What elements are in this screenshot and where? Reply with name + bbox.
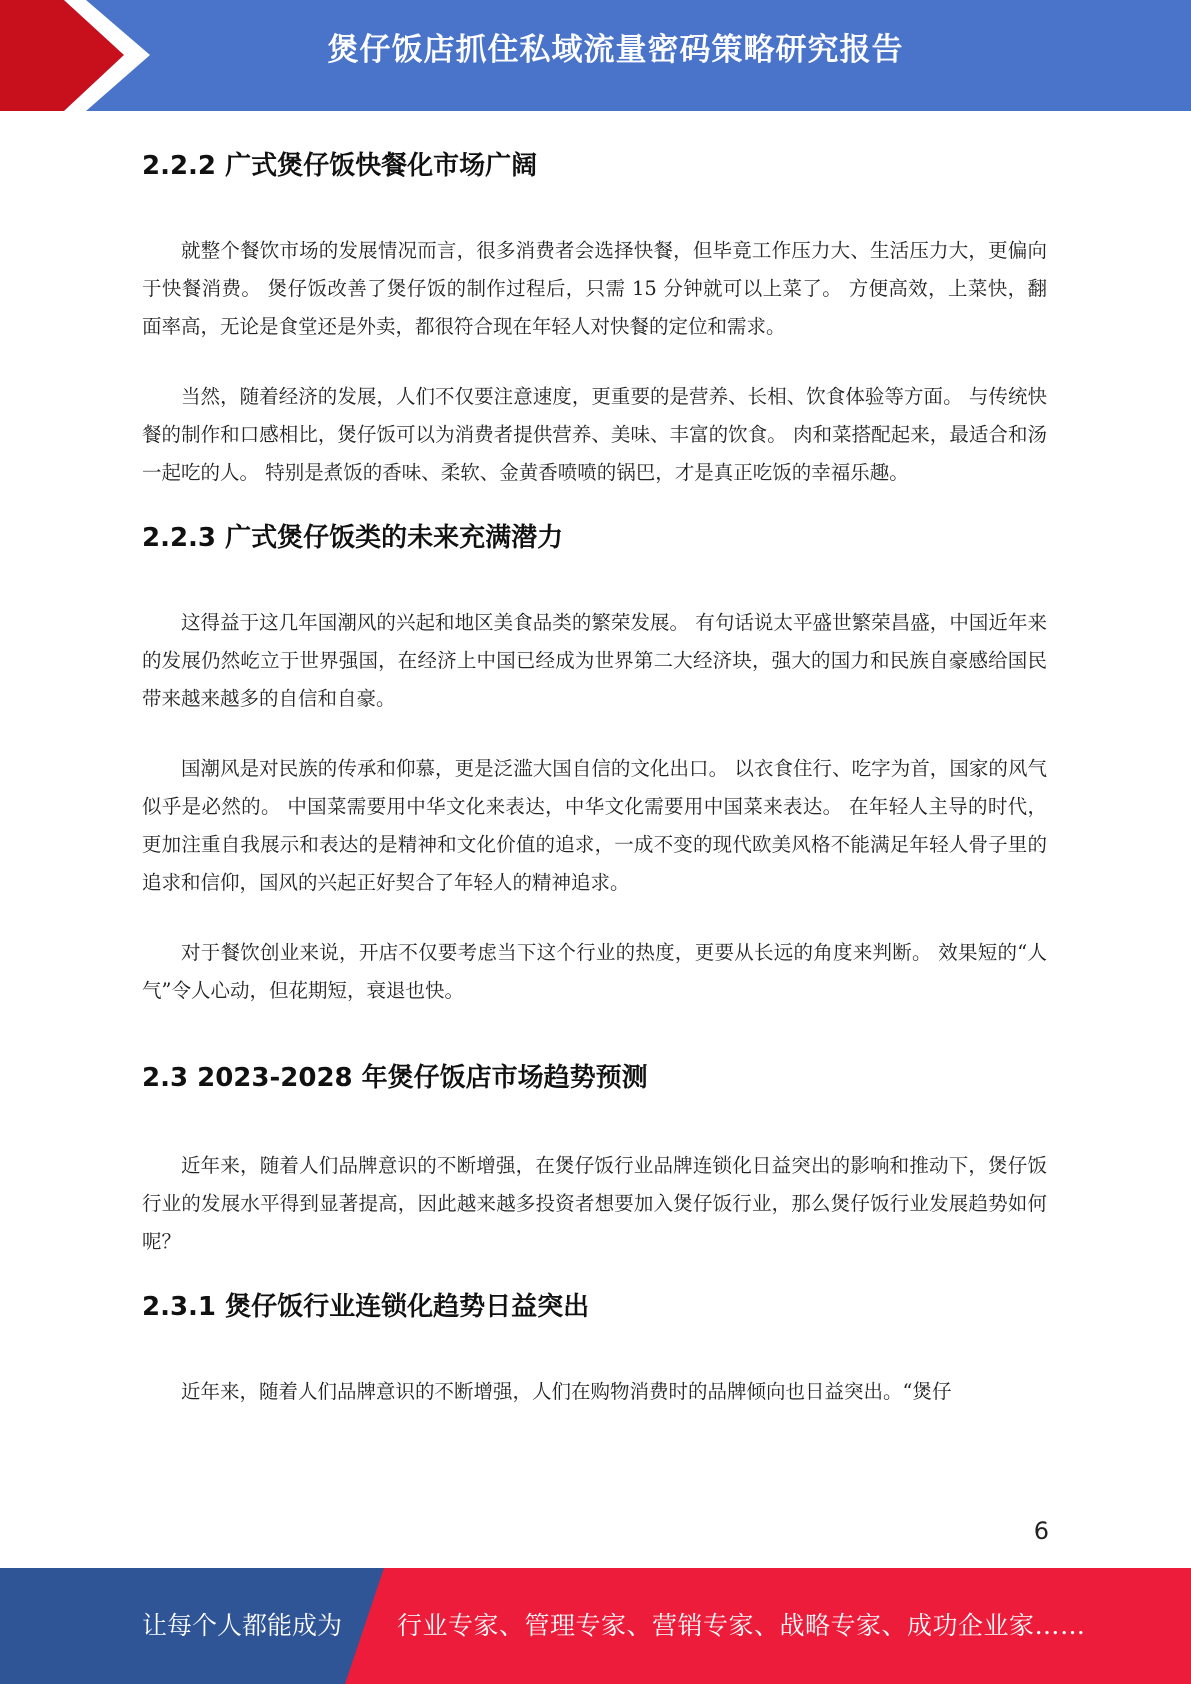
body-paragraph: 当然，随着经济的发展，人们不仅要注意速度，更重要的是营养、长相、饮食体验等方面。 与传统快餐的制作和口感相比，煲仔饭可以为消费者提供营养、美味、丰富的饮食。 肉和菜搭配起来，最适合和汤一起吃的人。 特别是煮饭的香味、柔软、金黄香喷喷的锅巴，才是真正吃饭的幸福乐趣。: [142, 384, 1047, 484]
section-heading: 2.3 2023-2028 年煲仔饭店市场趋势预测: [142, 1062, 648, 1093]
footer-banner: [0, 1568, 1191, 1684]
page-number: 6: [1033, 1517, 1049, 1545]
footer-slogan-right: 行业专家、管理专家、营销专家、战略专家、成功企业家……: [397, 1611, 1086, 1640]
section-heading: 2.2.2 广式煲仔饭快餐化市场广阔: [142, 151, 538, 181]
body-paragraph: 这得益于这几年国潮风的兴起和地区美食品类的繁荣发展。 有句话说太平盛世繁荣昌盛，中国近年来的发展仍然屹立于世界强国，在经济上中国已经成为世界第二大经济块，强大的国力和民族自豪感给国民带来越来越多的自信和自豪。: [142, 610, 1047, 710]
section-heading: 2.2.3 广式煲仔饭类的未来充满潜力: [142, 522, 564, 553]
body-paragraph: 近年来，随着人们品牌意识的不断增强，在煲仔饭行业品牌连锁化日益突出的影响和推动下，煲仔饭行业的发展水平得到显著提高，因此越来越多投资者想要加入煲仔饭行业，那么煲仔饭行业发展趋势如何呢？: [142, 1154, 1047, 1254]
body-paragraph: 对于餐饮创业来说，开店不仅要考虑当下这个行业的热度，更要从长远的角度来判断。 效果短的“人气”令人心动，但花期短，衰退也快。: [142, 940, 1047, 1002]
report-title: 煲仔饭店抓住私域流量密码策略研究报告: [327, 32, 904, 68]
body-paragraph: 近年来，随着人们品牌意识的不断增强，人们在购物消费时的品牌倾向也日益突出。“煲仔: [181, 1380, 952, 1404]
page-content: [142, 150, 1047, 1411]
body-paragraph: 就整个餐饮市场的发展情况而言，很多消费者会选择快餐，但毕竟工作压力大、生活压力大，更偏向于快餐消费。 煲仔饭改善了煲仔饭的制作过程后，只需 15 分钟就可以上菜了。 方便高效，上菜快，翻面率高，无论是食堂还是外卖，都很符合现在年轻人对快餐的定位和需求。: [142, 238, 1047, 338]
footer-slogan-left: 让每个人都能成为: [142, 1611, 343, 1640]
header-banner: [0, 0, 1191, 111]
header-arrow-decoration: [0, 0, 160, 111]
body-paragraph: 国潮风是对民族的传承和仰慕，更是泛滥大国自信的文化出口。 以衣食住行、吃字为首，国家的风气似乎是必然的。 中国菜需要用中华文化来表达，中华文化需要用中国菜来表达。 在年轻人主导的时代，更加注重自我展示和表达的是精神和文化价值的追求，一成不变的现代欧美风格不能满足年轻人骨子里的追求和信仰，国风的兴起正好契合了年轻人的精神追求。: [142, 756, 1047, 894]
section-heading: 2.3.1 煲仔饭行业连锁化趋势日益突出: [142, 1292, 590, 1323]
